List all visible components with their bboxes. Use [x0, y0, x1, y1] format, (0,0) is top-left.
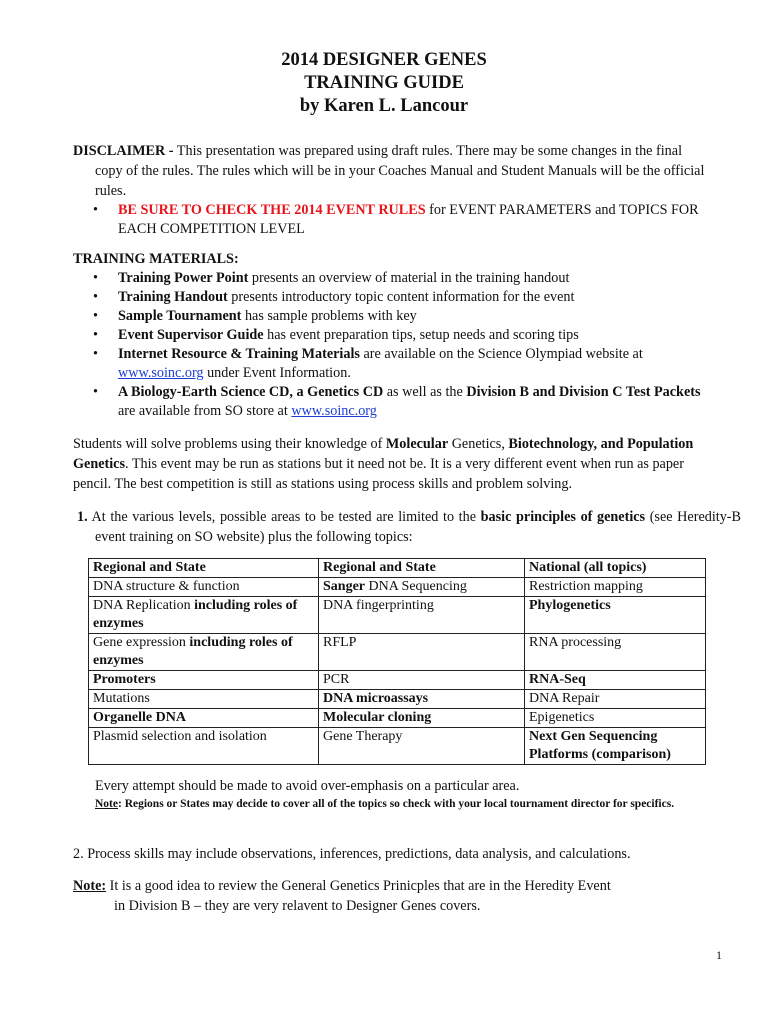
- title-line-1: 2014 DESIGNER GENES: [281, 50, 487, 70]
- training-section: [73, 249, 709, 421]
- table-cell: [89, 690, 319, 709]
- table-cell: [89, 597, 319, 634]
- cell-text: Gene expression: [93, 635, 190, 650]
- cell-bold: including roles of enzymes: [93, 598, 298, 631]
- table-row: [89, 578, 706, 597]
- emphasis-text: Every attempt should be made to avoid over-emphasis on a particular area.: [95, 778, 520, 794]
- header-text: Regional and State: [93, 560, 206, 575]
- cell-bold: Promoters: [93, 672, 156, 687]
- cell-bold: Phylogenetics: [529, 598, 611, 613]
- training-heading: TRAINING MATERIALS:: [73, 251, 239, 267]
- cell-bold: Organelle DNA: [93, 710, 186, 725]
- item-title: Division B and Division C Test Packets: [466, 384, 701, 400]
- training-list: [73, 269, 709, 421]
- disclaimer-paragraph: [73, 141, 709, 201]
- soinc-store-link[interactable]: www.soinc.org: [291, 403, 377, 419]
- table-header: [319, 559, 525, 578]
- table-cell: [319, 690, 525, 709]
- disclaimer-bullets: [73, 201, 709, 239]
- table-cell: [525, 728, 706, 765]
- list-item: [73, 307, 709, 326]
- table-cell: [319, 671, 525, 690]
- table-cell: [525, 597, 706, 634]
- text: Students will solve problems using their knowledge of: [73, 436, 386, 452]
- note-text: : Regions or States may decide to cover all of the topics so check with your local tournament director for specifics.: [118, 798, 675, 810]
- cell-text: DNA Replication: [93, 598, 195, 613]
- table-cell: [89, 709, 319, 728]
- disclaimer-label: DISCLAIMER -: [73, 143, 174, 159]
- text: Genetics,: [448, 436, 509, 452]
- cell-text: RNA processing: [529, 635, 622, 650]
- title-line-3: by Karen L. Lancour: [299, 96, 469, 116]
- table-cell: [525, 671, 706, 690]
- table-row: [89, 671, 706, 690]
- topics-table: [88, 558, 706, 765]
- text: (see Heredity-B event training on SO website) plus the following topics:: [95, 509, 741, 545]
- item-text: has sample problems with key: [241, 308, 417, 324]
- text-bold: basic principles of genetics: [480, 509, 646, 525]
- table-cell: [89, 578, 319, 597]
- list-item: [73, 345, 709, 383]
- cell-text: PCR: [323, 672, 350, 687]
- point-1-text: [77, 507, 741, 547]
- list-item: [73, 269, 709, 288]
- note-line-1: [73, 876, 713, 896]
- table-cell: [525, 690, 706, 709]
- disclaimer-text: This presentation was prepared using draft rules. There may be some changes in the final copy of the rules. The rules which will be in your Coaches Manual and Student Manuals will be the official rules.: [95, 143, 705, 199]
- item-text: has event preparation tips, setup needs and scoring tips: [263, 327, 579, 343]
- soinc-link[interactable]: www.soinc.org: [118, 365, 204, 381]
- table-row: [89, 597, 706, 634]
- rules-warning-rest: for EVENT PARAMETERS and TOPICS FOR EACH COMPETITION LEVEL: [118, 202, 699, 237]
- text: At the various levels, possible areas to be tested are limited to the: [91, 509, 481, 525]
- cell-text: DNA fingerprinting: [323, 598, 434, 613]
- item-text: presents introductory topic content information for the event: [227, 289, 575, 305]
- heredity-note: [73, 876, 713, 916]
- table-cell: [319, 728, 525, 765]
- cell-bold: DNA microassays: [323, 691, 429, 706]
- list-item: [73, 326, 709, 345]
- item-title: Event Supervisor Guide: [118, 327, 264, 343]
- students-paragraph: [73, 434, 723, 494]
- cell-text: RFLP: [323, 635, 357, 650]
- item-title: A Biology-Earth Science CD, a Genetics CD: [118, 384, 384, 400]
- item-text: are available on the Science Olympiad website at: [359, 346, 643, 362]
- cell-text: Plasmid selection and isolation: [93, 729, 267, 744]
- item-text: as well as the: [383, 384, 467, 400]
- table-row: [89, 709, 706, 728]
- title-line-2: TRAINING GUIDE: [304, 73, 464, 93]
- point-number: 1.: [77, 509, 88, 525]
- cell-text: DNA Repair: [529, 691, 600, 706]
- page-number: 1: [716, 948, 722, 962]
- cell-text: Epigenetics: [529, 710, 595, 725]
- table-cell: [89, 634, 319, 671]
- item-title: Training Handout: [118, 289, 228, 305]
- table-cell: [319, 578, 525, 597]
- text: . This event may be run as stations but it need not be. It is a very different event when run as paper pencil. The best competition is still as stations using process skills and problem solving.: [73, 456, 684, 492]
- regions-note: [95, 796, 725, 813]
- table-cell: [525, 634, 706, 671]
- item-text: presents an overview of material in the training handout: [248, 270, 570, 286]
- item-title: Sample Tournament: [118, 308, 242, 324]
- table-cell: [525, 578, 706, 597]
- students-text: [73, 434, 723, 494]
- note-text: It is a good idea to review the General Genetics Prinicples that are in the Heredity Event: [106, 878, 611, 894]
- cell-bold: Sanger: [323, 579, 365, 594]
- cell-text: DNA structure & function: [93, 579, 240, 594]
- list-item: [73, 383, 709, 421]
- table-cell: [319, 597, 525, 634]
- table-row: [89, 634, 706, 671]
- item-text: under Event Information.: [203, 365, 351, 381]
- point-1: [77, 507, 741, 547]
- item-title: Training Power Point: [118, 270, 249, 286]
- cell-bold: Next Gen Sequencing Platforms (comparison): [529, 729, 671, 762]
- rules-warning: BE SURE TO CHECK THE 2014 EVENT RULES: [118, 202, 426, 218]
- emphasis-note: [95, 776, 725, 813]
- cell-bold: including roles of enzymes: [93, 635, 293, 668]
- table-header-row: [89, 559, 706, 578]
- list-item: [73, 201, 709, 239]
- table-cell: [89, 728, 319, 765]
- table-cell: [319, 634, 525, 671]
- cell-text: Gene Therapy: [323, 729, 403, 744]
- cell-text: Mutations: [93, 691, 150, 706]
- list-item: [73, 288, 709, 307]
- note-label: Note:: [73, 878, 107, 894]
- table-header: [89, 559, 319, 578]
- item-text: are available from SO store at: [118, 403, 292, 419]
- point-2: 2. Process skills may include observations, inferences, predictions, data analysis, and calculations.: [73, 846, 631, 862]
- table-header: [525, 559, 706, 578]
- table-cell: [89, 671, 319, 690]
- header-text: National (all topics): [529, 560, 647, 575]
- header-text: Regional and State: [323, 560, 436, 575]
- text-bold: Molecular: [385, 436, 449, 452]
- table-row: [89, 690, 706, 709]
- cell-bold: RNA-Seq: [529, 672, 586, 687]
- item-title: Internet Resource & Training Materials: [118, 346, 360, 362]
- disclaimer-section: [73, 141, 709, 239]
- table-row: [89, 728, 706, 765]
- cell-bold: Molecular cloning: [323, 710, 432, 725]
- table-cell: [525, 709, 706, 728]
- cell-text: DNA Sequencing: [365, 579, 467, 594]
- text-bold: Biotechnology, and Population Genetics: [73, 436, 694, 472]
- cell-text: Restriction mapping: [529, 579, 643, 594]
- note-label: Note: [95, 798, 118, 810]
- note-line-2: in Division B – they are very relavent to Designer Genes covers.: [114, 898, 481, 914]
- table-cell: [319, 709, 525, 728]
